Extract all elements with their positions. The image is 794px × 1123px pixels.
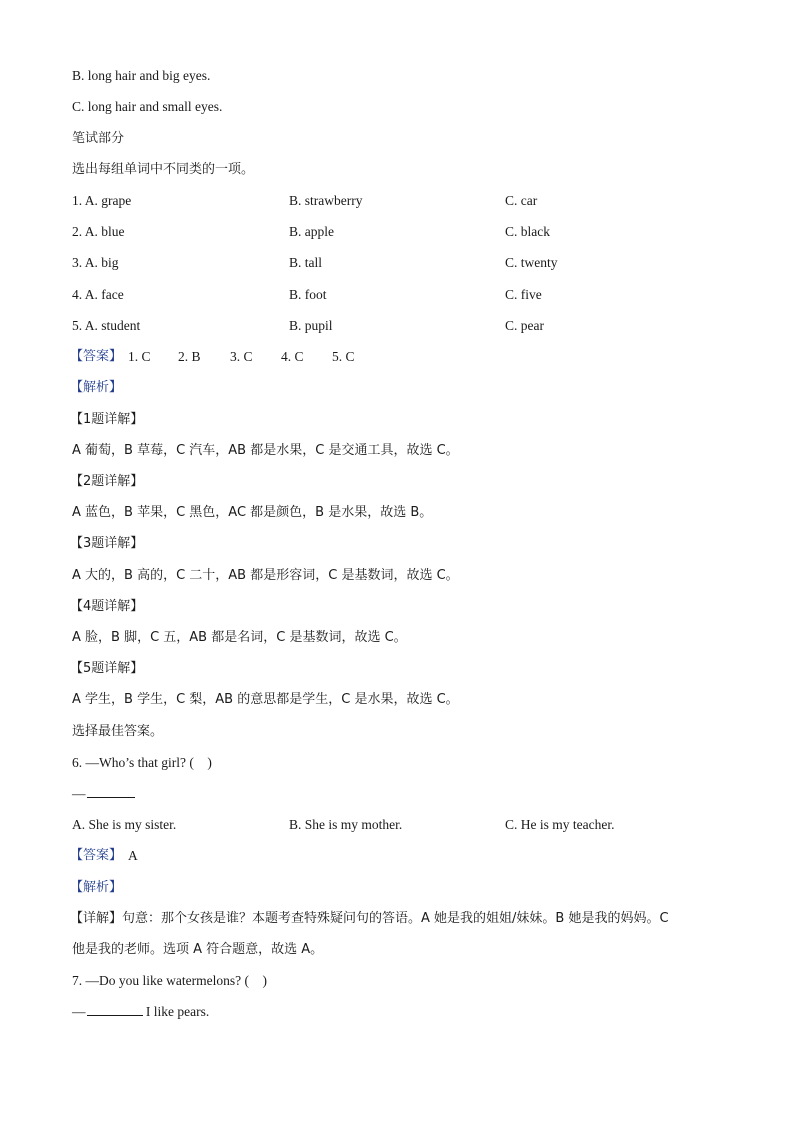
reply-dash: — (72, 1004, 86, 1019)
detail-text: A 蓝色，B 苹果，C 黑色，AC 都是颜色，B 是水果，故选 B。 (72, 505, 433, 520)
detail-text: 【详解】句意：那个女孩是谁？本题考查特殊疑问句的答语。A 她是我的姐姐/妹妹。B 她是我的妈妈。C (70, 911, 669, 926)
reply-dash: — (72, 786, 86, 801)
question-7-reply (72, 1003, 209, 1021)
answer-line-1-5 (72, 348, 732, 366)
detail-text: A 葡萄，B 草莓，C 汽车，AB 都是水果，C 是交通工具，故选 C。 (72, 443, 459, 458)
answer-tag: 【答案】 (70, 848, 123, 863)
detail-title: 【5题详解】 (70, 661, 144, 676)
option-c: C. black (505, 224, 550, 239)
option-a: 1. A. grape (72, 193, 132, 208)
option-a: 4. A. face (72, 287, 124, 302)
question-6: 6. —Who’s that girl? ( ) (72, 755, 212, 770)
answer-item: 2. B (178, 349, 201, 364)
analysis-tag: 【解析】 (70, 880, 123, 895)
answer-item: 4. C (281, 349, 304, 364)
question-6-options (72, 816, 732, 834)
detail-text: 他是我的老师。选项 A 符合题意，故选 A。 (72, 942, 324, 957)
question-6-reply (72, 785, 135, 803)
answer-blank (87, 1003, 143, 1016)
instruction-best-answer: 选择最佳答案。 (72, 724, 164, 739)
detail-title: 【1题详解】 (70, 412, 144, 427)
word-group-row (72, 223, 732, 241)
detail-text: A 脸，B 脚，C 五，AB 都是名词，C 是基数词，故选 C。 (72, 630, 407, 645)
word-group-row (72, 286, 732, 304)
option-c: C. car (505, 193, 538, 208)
option-b: B. apple (289, 224, 334, 239)
detail-title: 【4题详解】 (70, 599, 144, 614)
option-b: B. pupil (289, 318, 333, 333)
option-b: B. foot (289, 287, 327, 302)
analysis-tag: 【解析】 (70, 380, 123, 395)
prev-option-b: B. long hair and big eyes. (72, 68, 211, 83)
word-group-row (72, 317, 732, 335)
word-group-row (72, 192, 732, 210)
section-title-written: 笔试部分 (72, 131, 125, 146)
option-a: 5. A. student (72, 318, 141, 333)
option-c: C. twenty (505, 255, 558, 270)
option-a: 2. A. blue (72, 224, 125, 239)
option-b: B. tall (289, 255, 322, 270)
answer-item: 5. C (332, 349, 355, 364)
detail-text: A 学生，B 学生，C 梨，AB 的意思都是学生，C 是水果，故选 C。 (72, 692, 459, 707)
option-c: C. He is my teacher. (505, 817, 615, 832)
prev-option-c: C. long hair and small eyes. (72, 99, 223, 114)
instruction-odd-one-out: 选出每组单词中不同类的一项。 (72, 162, 255, 177)
option-c: C. pear (505, 318, 544, 333)
answer-item: 3. C (230, 349, 253, 364)
detail-text: A 大的，B 高的，C 二十，AB 都是形容词，C 是基数词，故选 C。 (72, 568, 459, 583)
option-a: 3. A. big (72, 255, 119, 270)
word-group-row (72, 254, 732, 272)
answer-line-6 (72, 847, 732, 865)
answer-item: A (128, 848, 138, 863)
option-b: B. strawberry (289, 193, 363, 208)
option-b: B. She is my mother. (289, 817, 403, 832)
answer-tag: 【答案】 (70, 349, 123, 364)
detail-title: 【3题详解】 (70, 536, 144, 551)
answer-item: 1. C (128, 349, 151, 364)
question-7: 7. —Do you like watermelons? ( ) (72, 973, 267, 988)
option-c: C. five (505, 287, 542, 302)
option-a: A. She is my sister. (72, 817, 177, 832)
reply-text: I like pears. (142, 1004, 210, 1019)
detail-title: 【2题详解】 (70, 474, 144, 489)
answer-blank (87, 785, 135, 798)
